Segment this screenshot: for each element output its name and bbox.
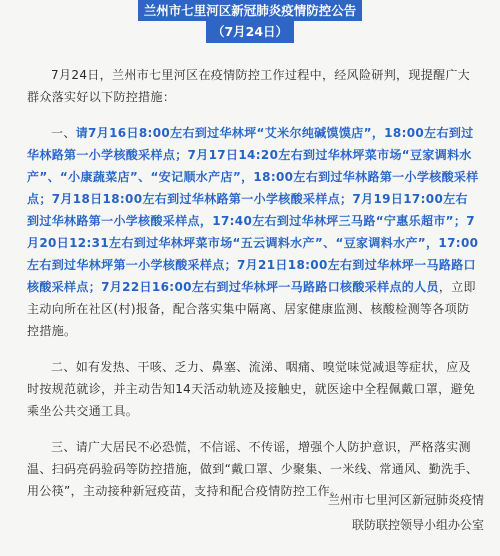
- signature-line-2: 联防联控领导小组办公室: [351, 518, 484, 532]
- signature-line-1: 兰州市七里河区新冠肺炎疫情: [327, 493, 484, 507]
- measure-item-2: 二、如有发热、干咳、乏力、鼻塞、流涕、咽痛、嗅觉味觉减退等症状，应及时按规范就诊，并主动告知14天活动轨迹及接触史，就医途中全程佩戴口罩，避免乘坐公共交通工具。: [27, 360, 476, 418]
- measure-item-3: 三、请广大居民不必恐慌，不信谣、不传谣，增强个人防护意识，严格落实测温、扫码亮码验码等防控措施，做到“戴口罩、少聚集、一米线、常通风、勤洗手、用公筷”，主动接种新冠疫苗，支持和配合疫情防控工作。: [27, 440, 479, 498]
- signature-block: [328, 488, 484, 538]
- announcement-title: 兰州市七里河区新冠肺炎疫情防控公告: [138, 0, 363, 21]
- item1-prefix: 一、: [51, 126, 76, 140]
- announcement-date: （7月24日）: [206, 21, 294, 42]
- item1-highlight: 请7月16日8:00左右到过华林坪“艾米尔纯碱馍馍店”，18:00左右到过华林路第一小学核酸采样点；7月17日14:20左右到过华林坪菜市场“豆家调料水产”、“小康蔬菜店”、“安记顺水产店”，18:00左右到过华林路第一小学核酸采样点；7月18日18:00左右到过华林路第一小学核酸采样点；7月19日17:00左右到过华林路第一小学核酸采样点，17:40左右到过华林坪三马路“宁惠乐超市”；7月20日12:31左右到过华林坪菜市场“五云调料水产”、“豆家调料水产”，17:00左右到过华林坪第一小学核酸采样点；7月21日18:00左右到过华林坪一马路路口核酸采样点；7月22日16:00左右到过华林坪一马路路口核酸采样点的人员: [27, 126, 479, 294]
- intro-paragraph: 7月24日，兰州市七里河区在疫情防控工作过程中，经风险研判，现提醒广大群众落实好以下防控措施：: [27, 68, 471, 104]
- item1-rest: ，立即主动向所在社区(村)报备，配合落实集中隔离、居家健康监测、核酸检测等各项防控措施。: [27, 280, 476, 338]
- announcement-header: [0, 0, 500, 43]
- measure-item-1: [27, 122, 480, 342]
- announcement-body: [27, 64, 480, 516]
